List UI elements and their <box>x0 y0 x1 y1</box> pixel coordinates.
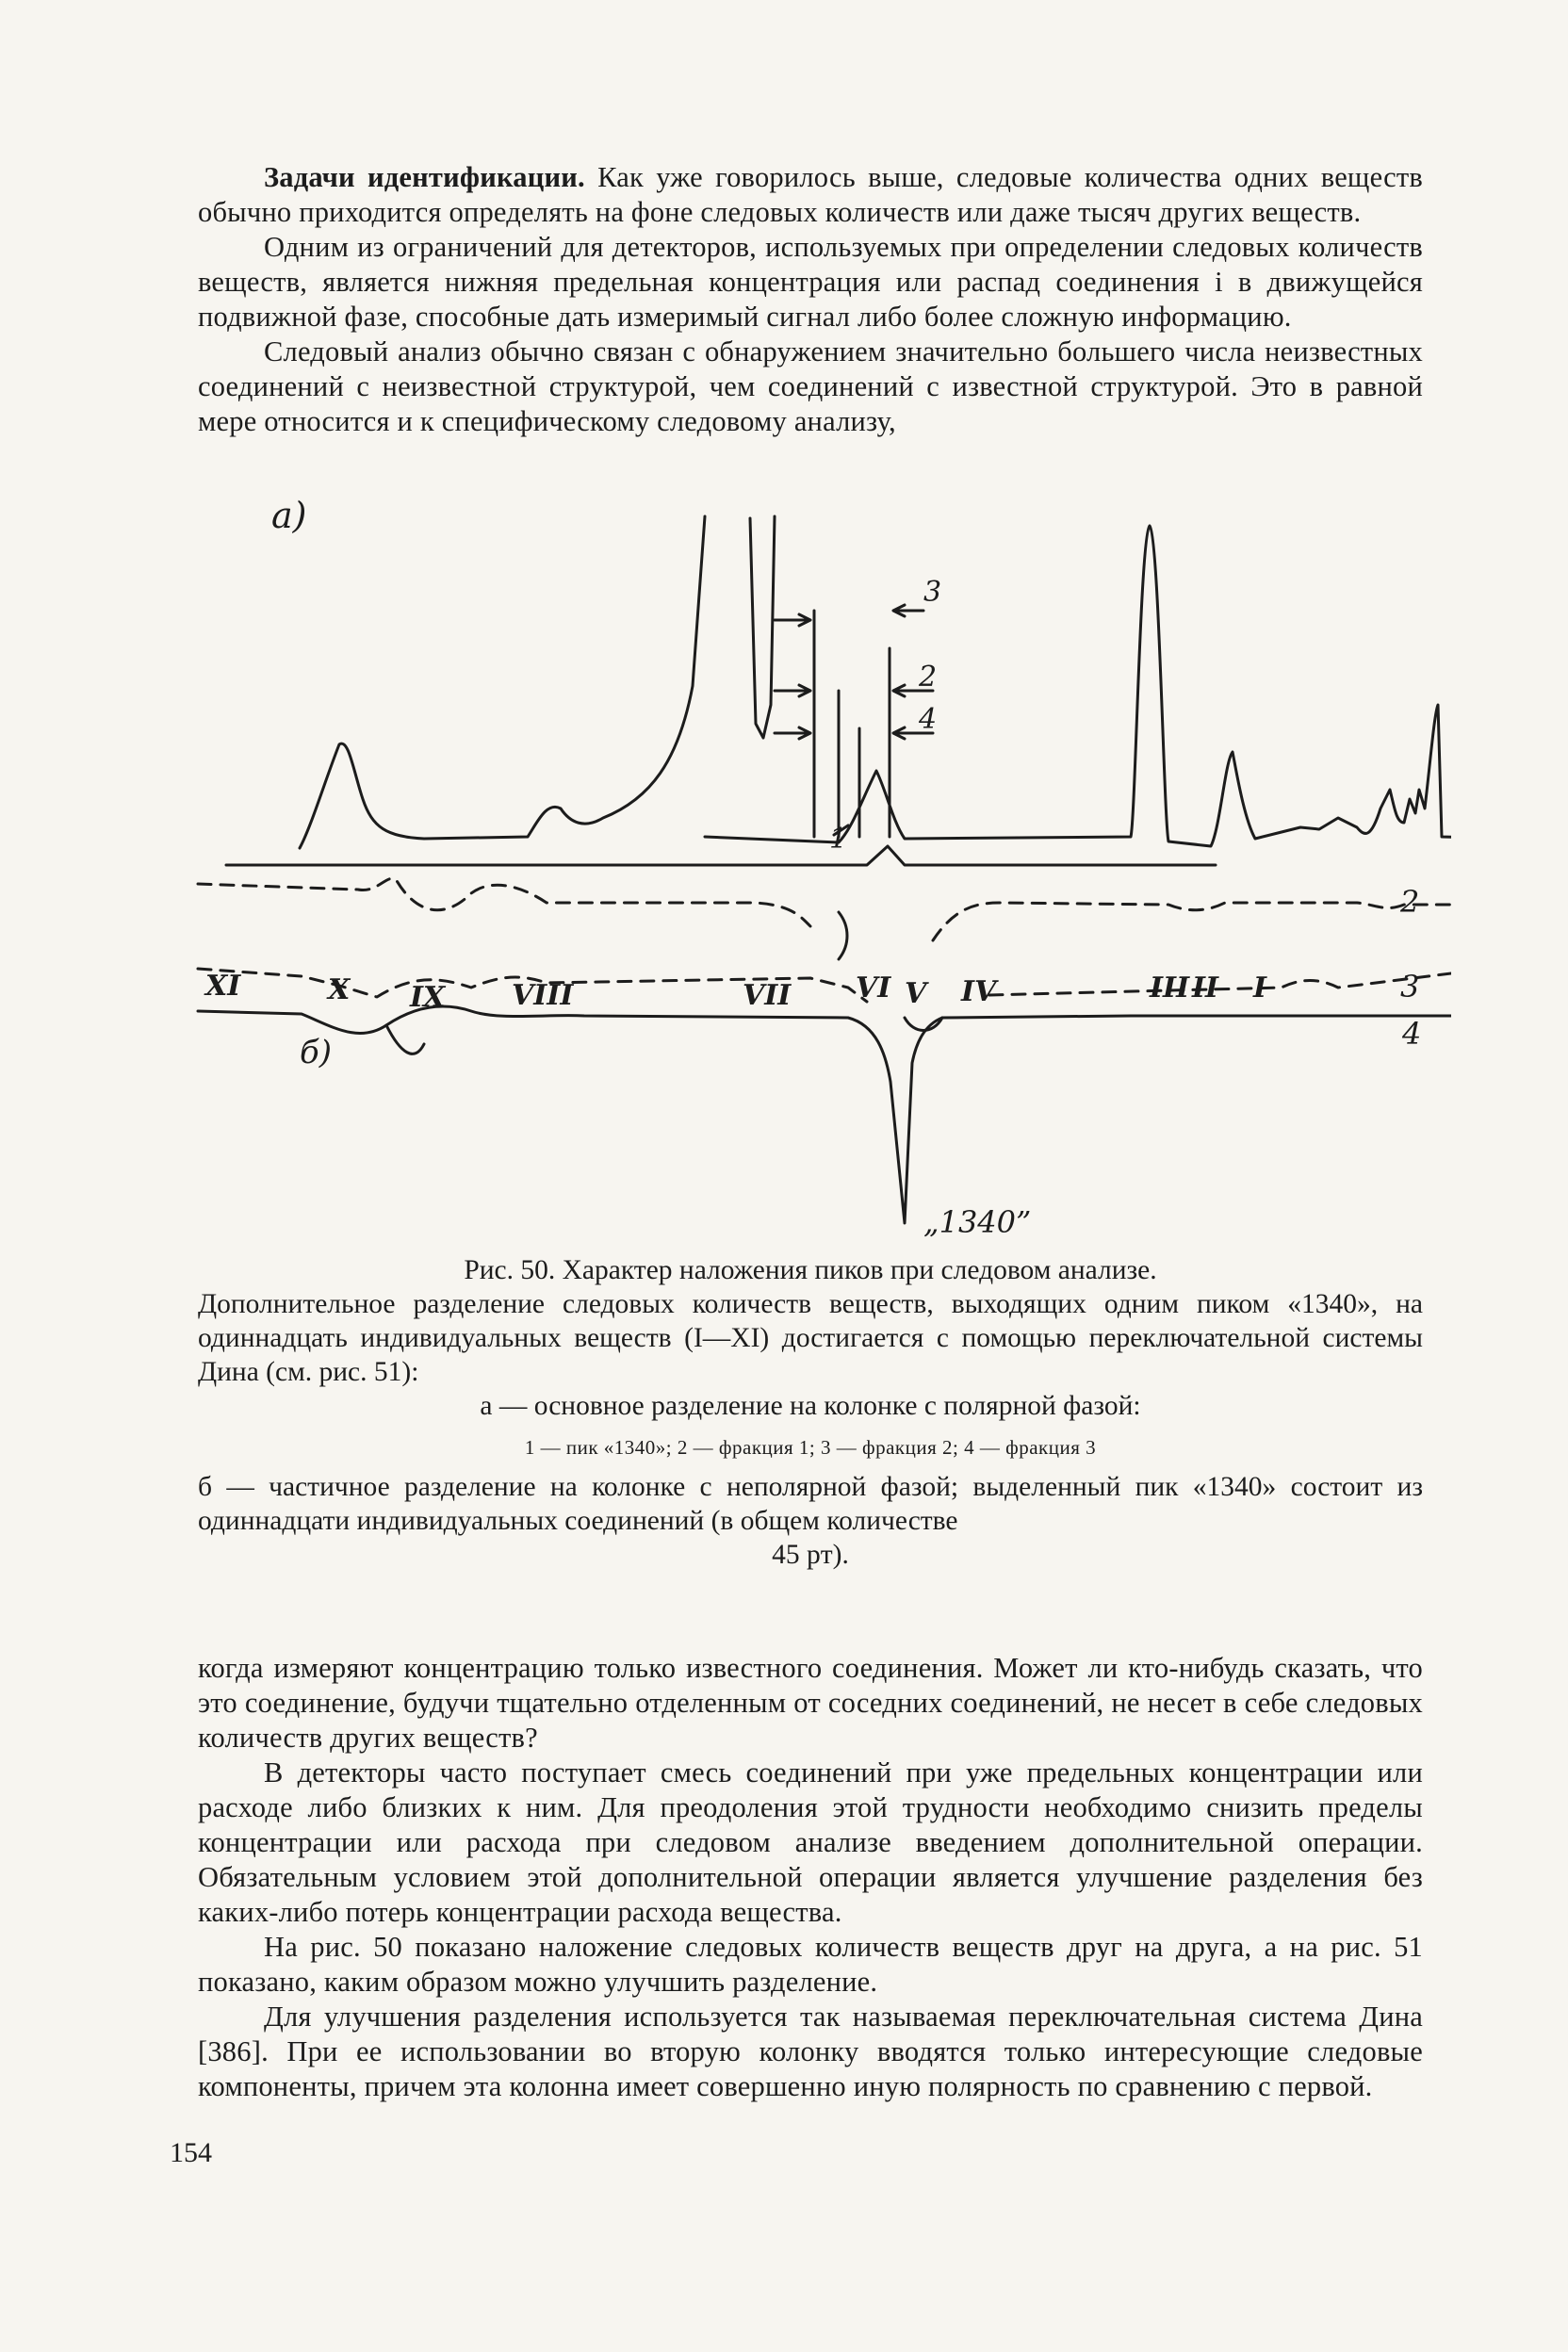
roman-VII: VII <box>743 979 792 1012</box>
callout-1-label: 1 <box>829 823 848 856</box>
line-3-label: 3 <box>1400 969 1420 1004</box>
chromatogram-diagram <box>188 498 1451 1251</box>
roman-I: I <box>1253 972 1267 1004</box>
caption-part-a: а — основное разделение на колонке с полярной фазой: <box>480 1391 1141 1421</box>
figure-50 <box>188 498 1451 1251</box>
line-2-dashed <box>198 878 1451 940</box>
bottom-text <box>198 1651 1423 2104</box>
peak-1340-label: „1340” <box>923 1204 1032 1240</box>
label-a: a) <box>271 498 307 536</box>
arrow-4-left <box>775 727 810 739</box>
arrow-2-left <box>775 685 810 696</box>
paragraph-dean-system: Для улучшения разделения используется так называемая переключательная система Дина [386]. При ее использовании во вторую колонку вводятся только интересующие следовые компоненты, причем эта колонна имеет совершенно иную полярность по сравнению с первой. <box>198 2001 1423 2102</box>
figure-caption <box>198 1253 1423 1572</box>
roman-X: X <box>328 973 351 1006</box>
roman-VI: VI <box>856 972 891 1004</box>
paragraph-text: Как уже говорилось выше, следовые количества одних веществ обычно приходится определять на фоне следовых количеств или даже тысяч других веществ. <box>198 161 1423 228</box>
caption-legend: 1 — пик «1340»; 2 — фракция 1; 3 — фракция 2; 4 — фракция 3 <box>524 1436 1097 1459</box>
baseline-a-mid <box>705 526 1451 846</box>
paragraph-known-compound: когда измеряют концентрацию только известного соединения. Может ли кто-нибудь сказать, что это соединение, будучи тщательно отделенным от соседних соединений, не несет в себе следовых количеств других веществ? <box>198 1652 1423 1754</box>
paragraph-identification <box>198 160 1423 230</box>
roman-III: III <box>1150 972 1190 1004</box>
callout-4-label: 4 <box>919 703 938 736</box>
line-2-bracket-left <box>839 912 847 959</box>
peak-left-spike <box>750 516 775 738</box>
page-number: 154 <box>170 2137 212 2168</box>
roman-IX: IX <box>410 981 446 1014</box>
roman-XI: XI <box>205 970 241 1003</box>
label-b: б) <box>300 1034 333 1071</box>
line-1-baseline <box>226 846 1216 865</box>
paragraph-detectors: Одним из ограничений для детекторов, используемых при определении следовых количеств веществ, является нижняя предельная концентрация или распад соединения i в движущейся подвижной фазе, способные дать измеримый сигнал либо более сложную информацию. <box>198 231 1423 333</box>
line-2-label: 2 <box>1400 884 1420 920</box>
roman-VIII: VIII <box>512 979 574 1012</box>
roman-IV: IV <box>961 975 997 1008</box>
arrow-3-right <box>893 605 923 616</box>
roman-II: II <box>1192 972 1219 1004</box>
paragraph-mixture: В детекторы часто поступает смесь соединений при уже предельных концентрации или расходе либо близких к ним. Для преодоления этой трудности необходимо снизить пределы концентрации или расхода при следовом анализе введением дополнительной операции. Обязательным условием этой дополнительной операции является улучшение разделения без каких-либо потерь концентрации расхода вещества. <box>198 1756 1423 1928</box>
caption-title: Рис. 50. Характер наложения пиков при следовом анализе. <box>464 1255 1157 1285</box>
paragraph-lead: Задачи идентификации. <box>264 161 585 193</box>
trace-a-chromatogram <box>300 516 705 848</box>
caption-part-b: б — частичное разделение на колонке с неполярной фазой; выделенный пик «1340» состоит из одиннадцати индивидуальных соединений (в общем количестве <box>198 1472 1423 1536</box>
paragraph-trace-analysis: Следовый анализ обычно связан с обнаружением значительно большего числа неизвестных соединений с неизвестной структурой, чем соединений с известной структурой. Это в равной мере относится и к специфическому следовому анализу, <box>198 335 1423 437</box>
trace-b-chromatogram <box>198 1006 1451 1223</box>
callout-3-label: 3 <box>923 576 942 609</box>
paragraph-figure-ref: На рис. 50 показано наложение следовых количеств веществ друг на друга, а на рис. 51 показано, каким образом можно улучшить разделение. <box>198 1931 1423 1998</box>
top-text <box>198 160 1423 439</box>
callout-2-label: 2 <box>919 661 938 694</box>
line-4-label: 4 <box>1402 1016 1422 1052</box>
ix-curve <box>386 1025 424 1054</box>
caption-part-b-end: 45 pт). <box>772 1540 849 1570</box>
roman-V: V <box>905 977 927 1010</box>
caption-body: Дополнительное разделение следовых количеств веществ, выходящих одним пиком «1340», на одиннадцать индивидуальных веществ (I—XI) достигается с помощью переключательной системы Дина (см. рис. 51): <box>198 1289 1423 1387</box>
arrow-3-left <box>775 614 810 626</box>
